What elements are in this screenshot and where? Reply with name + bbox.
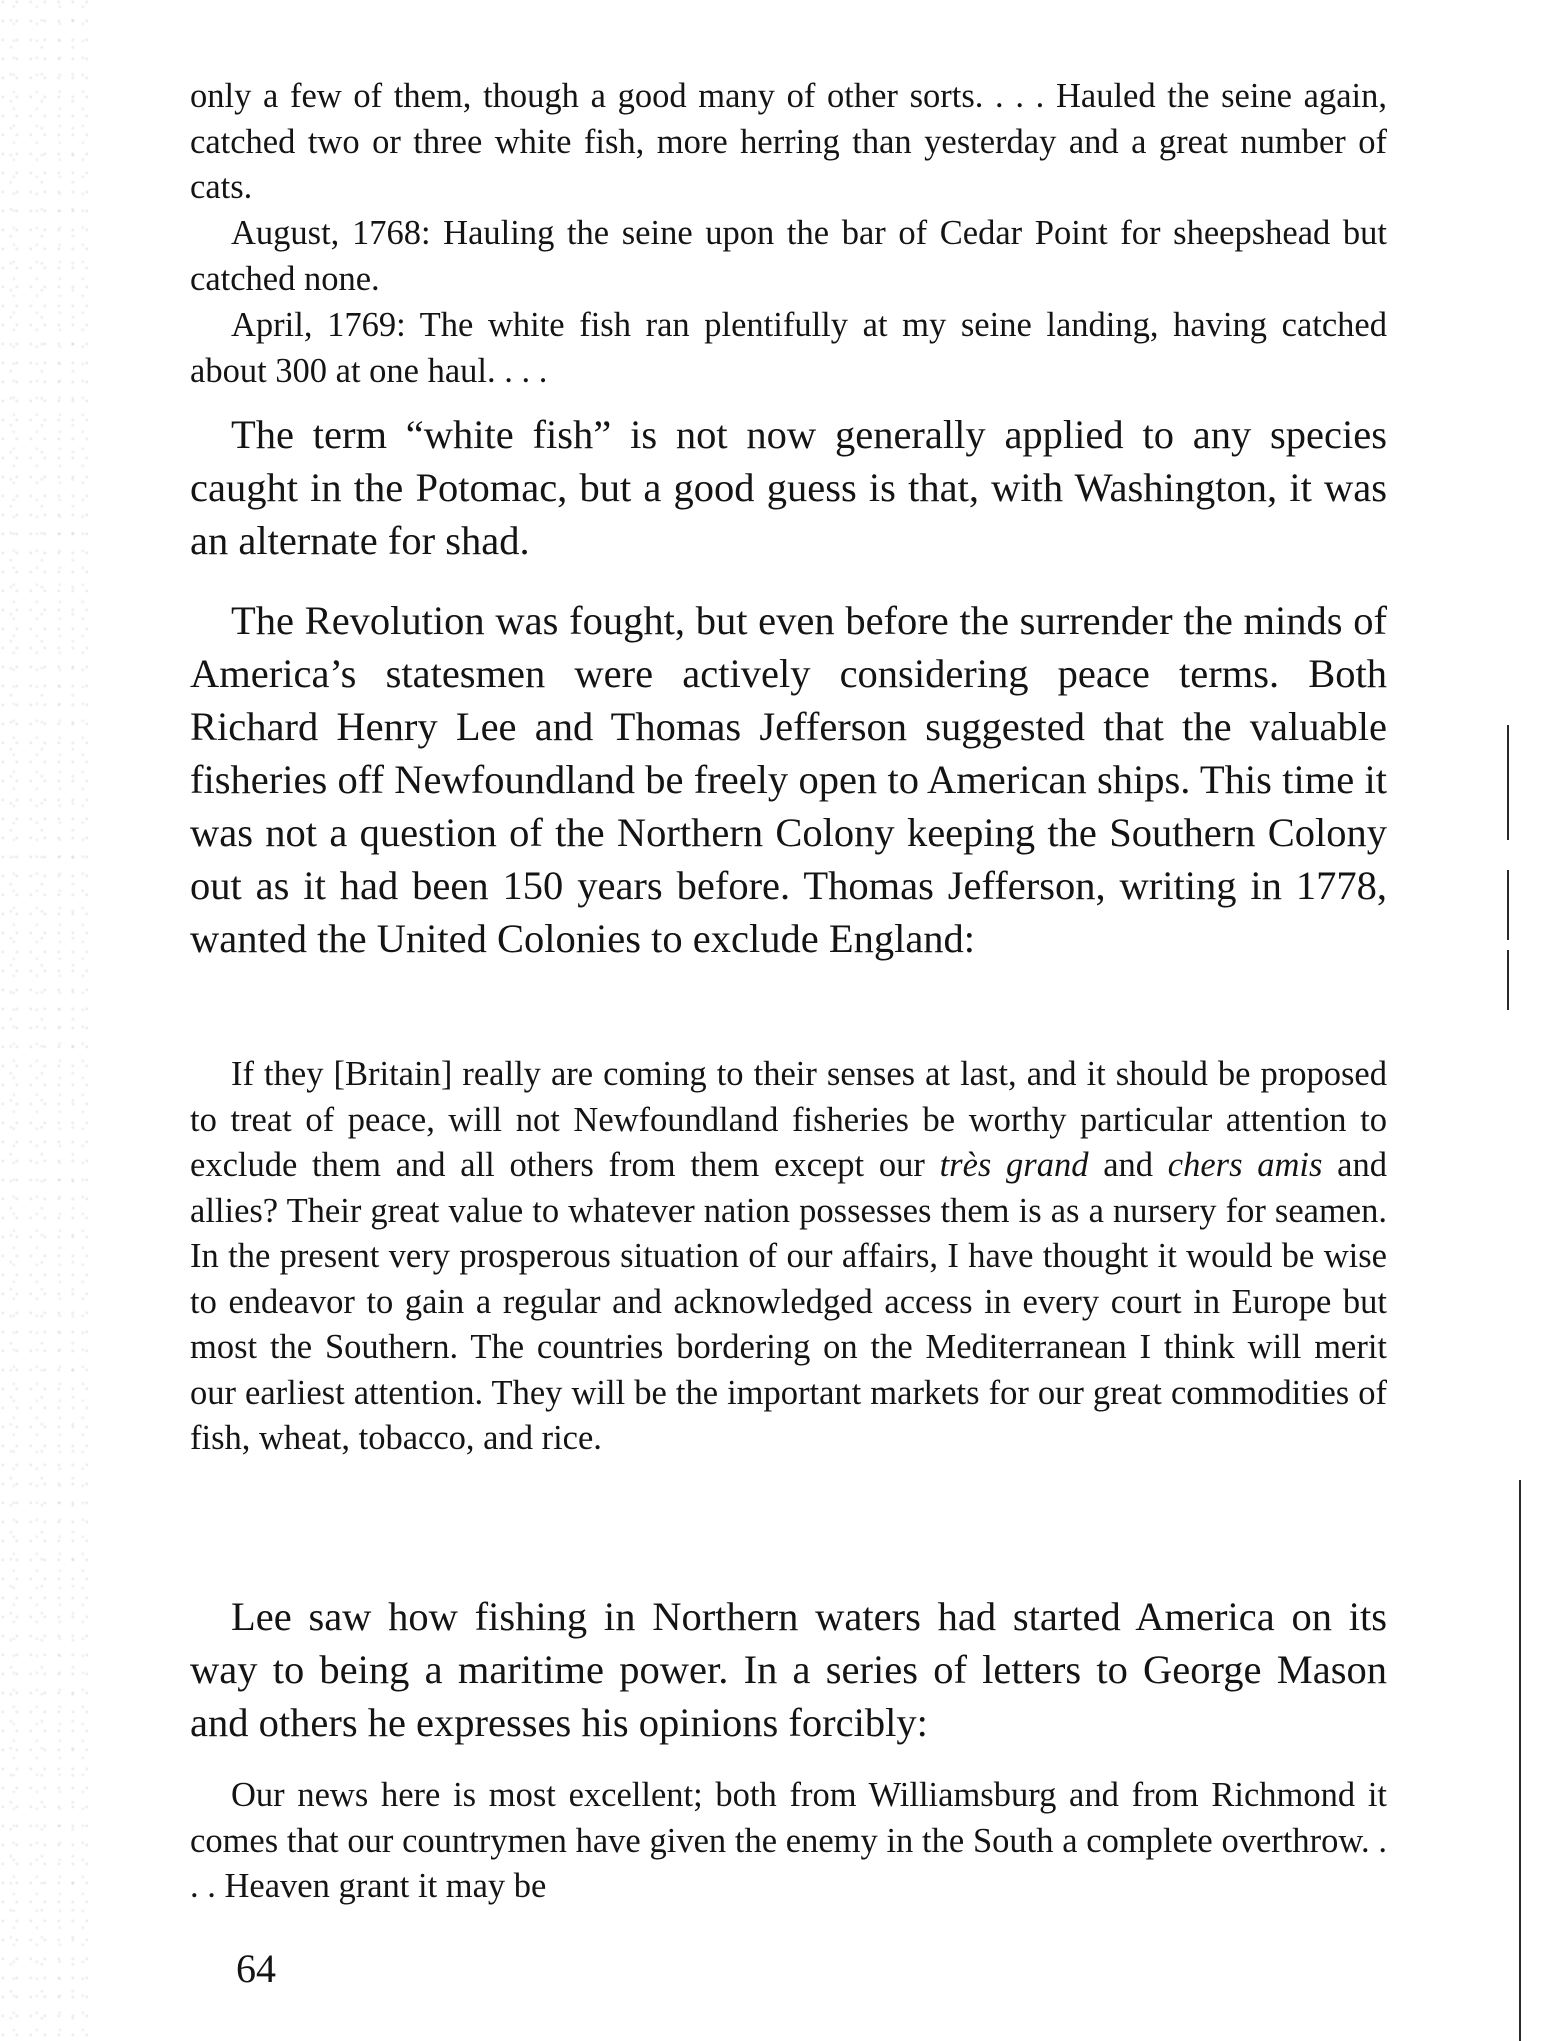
diary-quote-paragraph-3: April, 1769: The white fish ran plentifully at my seine landing, having catched about 300 at one haul. . . .: [190, 306, 1387, 390]
scan-edge-line: [1507, 950, 1509, 1010]
jefferson-quote-part-3: and allies? Their great value to whatever nation possesses them is as a nursery for seamen. In the present very prosperous situation of our affairs, I have thought it would be wise to endeavor to gain a regular and acknowledged access in every court in Europe but most the Southern. The countries bordering on the Mediterranean I think will merit our earliest attention. They will be the important markets for our great commodities of fish, wheat, tobacco, and rice.: [190, 1146, 1387, 1457]
scan-edge-line: [1507, 725, 1509, 840]
body-paragraph-white-fish: The term “white fish” is not now generally applied to any species caught in the Potomac, but a good guess is that, with Washington, it was an alternate for shad.: [190, 412, 1387, 563]
jefferson-quote-italic-tres-grand: très grand: [939, 1146, 1089, 1184]
diary-quote-paragraph-2: August, 1768: Hauling the seine upon the bar of Cedar Point for sheepshead but catched none.: [190, 214, 1387, 298]
lee-quote-paragraph: Our news here is most excellent; both from Williamsburg and from Richmond it comes that our countrymen have given the enemy in the South a complete overthrow. . . . Heaven grant it may be: [190, 1776, 1387, 1905]
diary-quote-paragraph-1: only a few of them, though a good many of other sorts. . . . Hauled the seine again, catched two or three white fish, more herring than yesterday and a great number of cats.: [190, 77, 1387, 206]
scan-edge-texture: [0, 0, 95, 2041]
body-paragraph-revolution: The Revolution was fought, but even before the surrender the minds of America’s statesmen were actively considering peace terms. Both Richard Henry Lee and Thomas Jefferson suggested that the valuable fisheries off Newfoundland be freely open to American ships. This time it was not a question of the Northern Colony keeping the Southern Colony out as it had been 150 years before. Thomas Jefferson, writing in 1778, wanted the United Colonies to exclude England:: [190, 598, 1387, 961]
scan-edge-line: [1519, 1480, 1521, 2041]
page-number: 64: [236, 1946, 276, 1991]
jefferson-quote-part-2: and: [1088, 1146, 1168, 1184]
jefferson-quote-part-1: If they [Britain] really are coming to their senses at last, and it should be proposed to treat of peace, will not Newfoundland fisheries be worthy particular attention to exclude them and all others from them except our: [190, 1055, 1387, 1184]
jefferson-quote: [190, 1052, 1387, 1462]
scan-edge-line: [1507, 870, 1509, 940]
body-paragraph-lee: Lee saw how fishing in Northern waters had started America on its way to being a maritime power. In a series of letters to George Mason and others he expresses his opinions forcibly:: [190, 1594, 1387, 1745]
jefferson-quote-italic-chers-amis: chers amis: [1167, 1146, 1323, 1184]
